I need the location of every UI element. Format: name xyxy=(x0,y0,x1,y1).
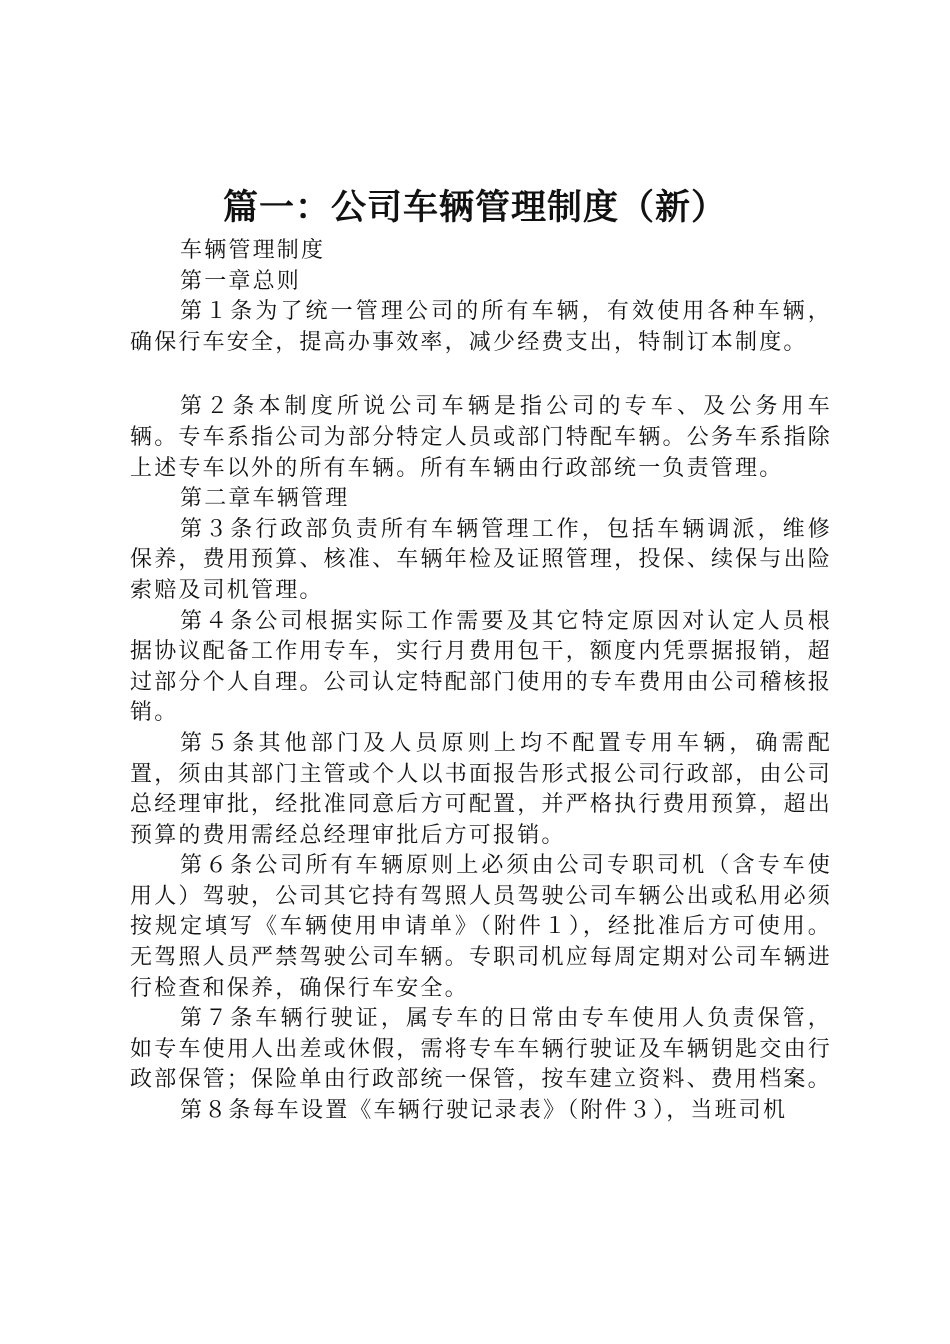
article-8: 第８条每车设置《车辆行驶记录表》（附件３），当班司机 xyxy=(180,1098,788,1124)
chapter-heading-2: 第二章车辆管理 xyxy=(180,486,350,512)
paragraph-gap xyxy=(130,358,832,392)
article-7: 第７条车辆行驶证，属专车的日常由专车使用人负责保管，如专车使用人出差或休假，需将专车车辆行驶证及车辆钥匙交由行政部保管；保险单由行政部统一保管，按车建立资料、费用档案。 xyxy=(130,1006,832,1093)
document-body xyxy=(130,236,832,1127)
document-subtitle: 车辆管理制度 xyxy=(180,238,326,263)
article-3: 第３条行政部负责所有车辆管理工作，包括车辆调派，维修保养，费用预算、核准、车辆年检及证照管理，投保、续保与出险索赔及司机管理。 xyxy=(130,516,832,603)
article-4: 第４条公司根据实际工作需要及其它特定原因对认定人员根据协议配备工作用专车，实行月费用包干，额度内凭票据报销，超过部分个人自理。公司认定特配部门使用的专车费用由公司稽核报销。 xyxy=(130,608,832,726)
article-2: 第２条本制度所说公司车辆是指公司的专车、及公务用车辆。专车系指公司为部分特定人员或部门特配车辆。公务车系指除上述专车以外的所有车辆。所有车辆由行政部统一负责管理。 xyxy=(130,394,832,481)
document-title: 篇一：公司车辆管理制度（新） xyxy=(222,187,727,228)
article-5: 第５条其他部门及人员原则上均不配置专用车辆，确需配置，须由其部门主管或个人以书面报告形式报公司行政部，由公司总经理审批，经批准同意后方可配置，并严格执行费用预算，超出预算的费用需经总经理审批后方可报销。 xyxy=(130,730,832,848)
article-6: 第６条公司所有车辆原则上必须由公司专职司机（含专车使用人）驾驶，公司其它持有驾照人员驾驶公司车辆公出或私用必须按规定填写《车辆使用申请单》（附件１），经批准后方可使用。无驾照人员严禁驾驶公司车辆。专职司机应每周定期对公司车辆进行检查和保养，确保行车安全。 xyxy=(130,853,832,1001)
chapter-heading-1: 第一章总则 xyxy=(180,268,302,294)
article-1: 第１条为了统一管理公司的所有车辆，有效使用各种车辆，确保行车安全，提高办事效率，减少经费支出，特制订本制度。 xyxy=(130,299,832,355)
